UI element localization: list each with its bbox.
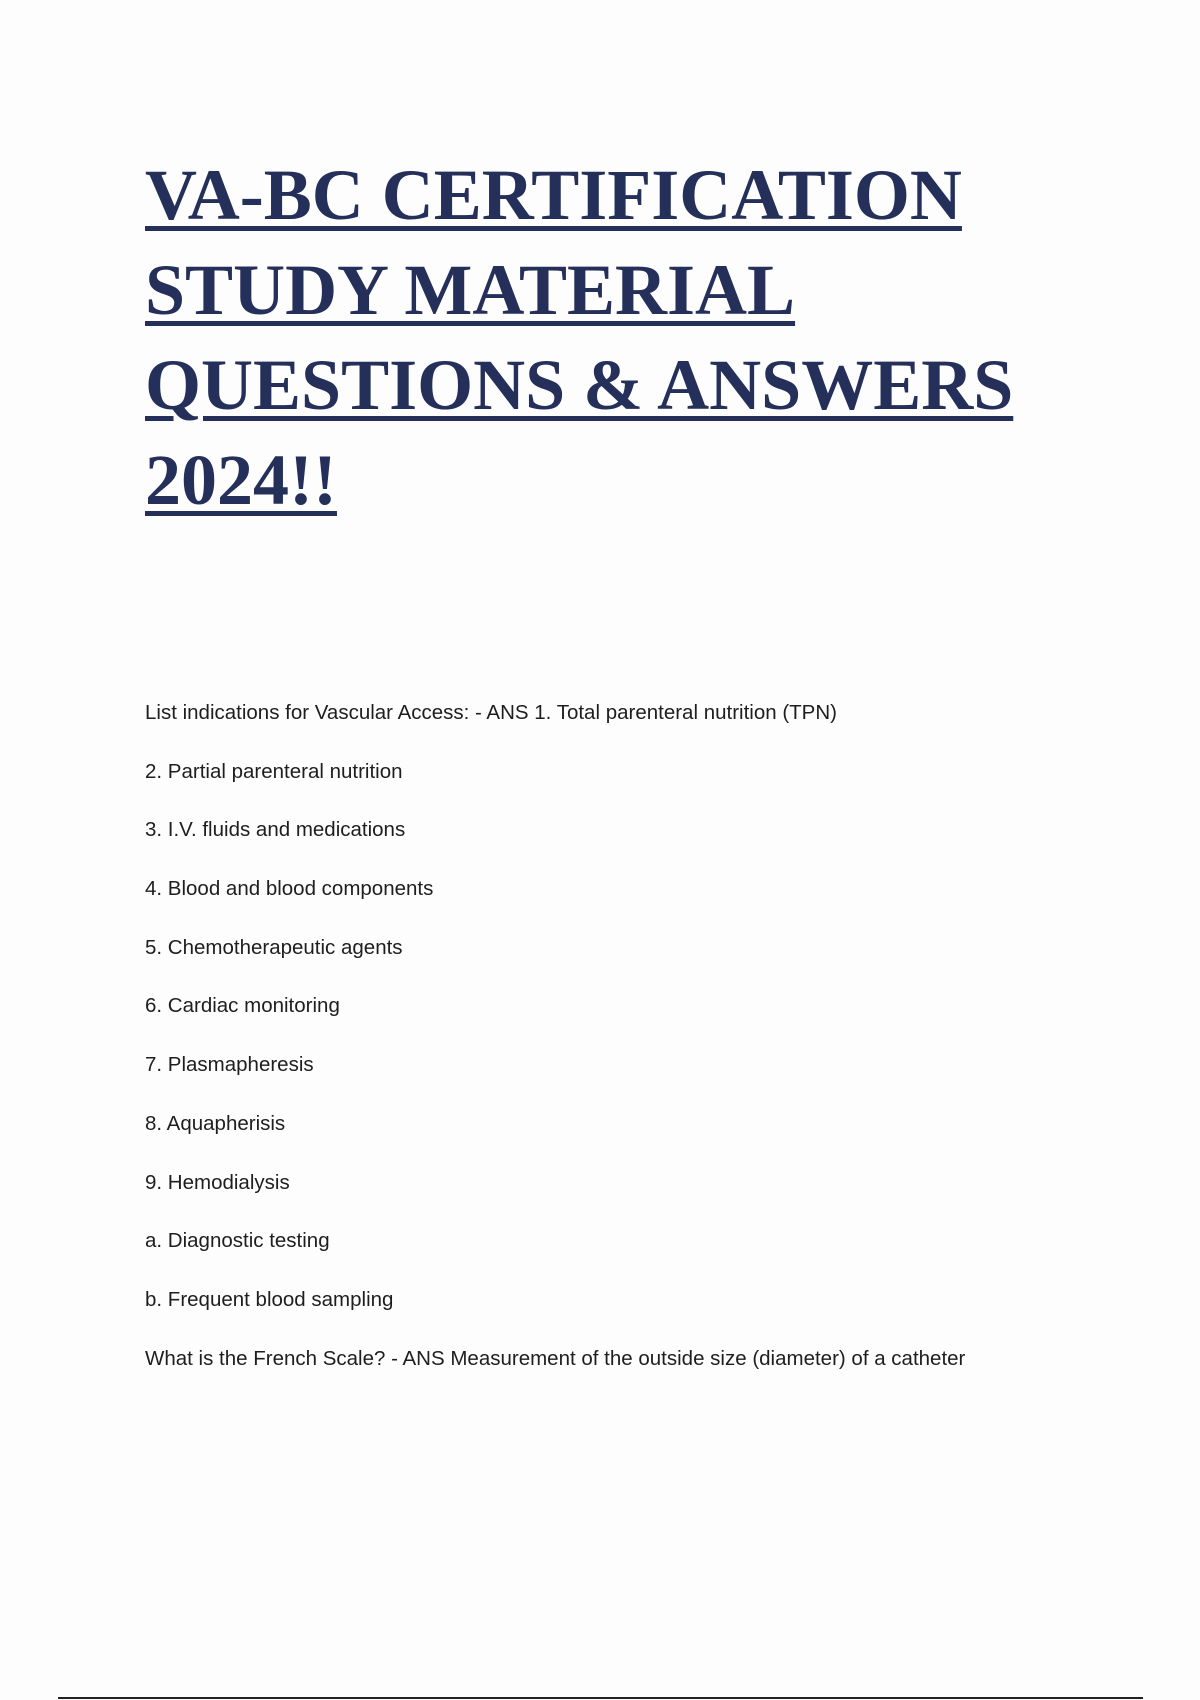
question-answer-line: List indications for Vascular Access: - ANS 1. Total parenteral nutrition (TPN) [145,701,837,724]
document-title [145,148,1105,528]
title-line: STUDY MATERIAL [145,250,796,330]
answer-item: 4. Blood and blood components [145,877,434,901]
answer-item: 2. Partial parenteral nutrition [145,759,403,783]
title-line: VA-BC CERTIFICATION [145,155,962,235]
answer-item: 7. Plasmapheresis [145,1053,314,1077]
answer-item: 8. Aquapherisis [145,1111,286,1135]
answer-item: b. Frequent blood sampling [145,1287,394,1311]
question-answer-line: What is the French Scale? - ANS Measurement of the outside size (diameter) of a catheter [145,1346,966,1370]
qa-list [145,698,1145,1402]
page-bottom-rule [58,1697,1143,1699]
answer-item: 6. Cardiac monitoring [145,994,340,1018]
answer-item: a. Diagnostic testing [145,1229,330,1253]
answer-item: 9. Hemodialysis [145,1170,290,1194]
title-line: QUESTIONS & ANSWERS [145,345,1014,425]
answer-item: 5. Chemotherapeutic agents [145,935,403,959]
title-line: 2024!! [145,440,337,520]
answer-item: 3. I.V. fluids and medications [145,818,406,842]
